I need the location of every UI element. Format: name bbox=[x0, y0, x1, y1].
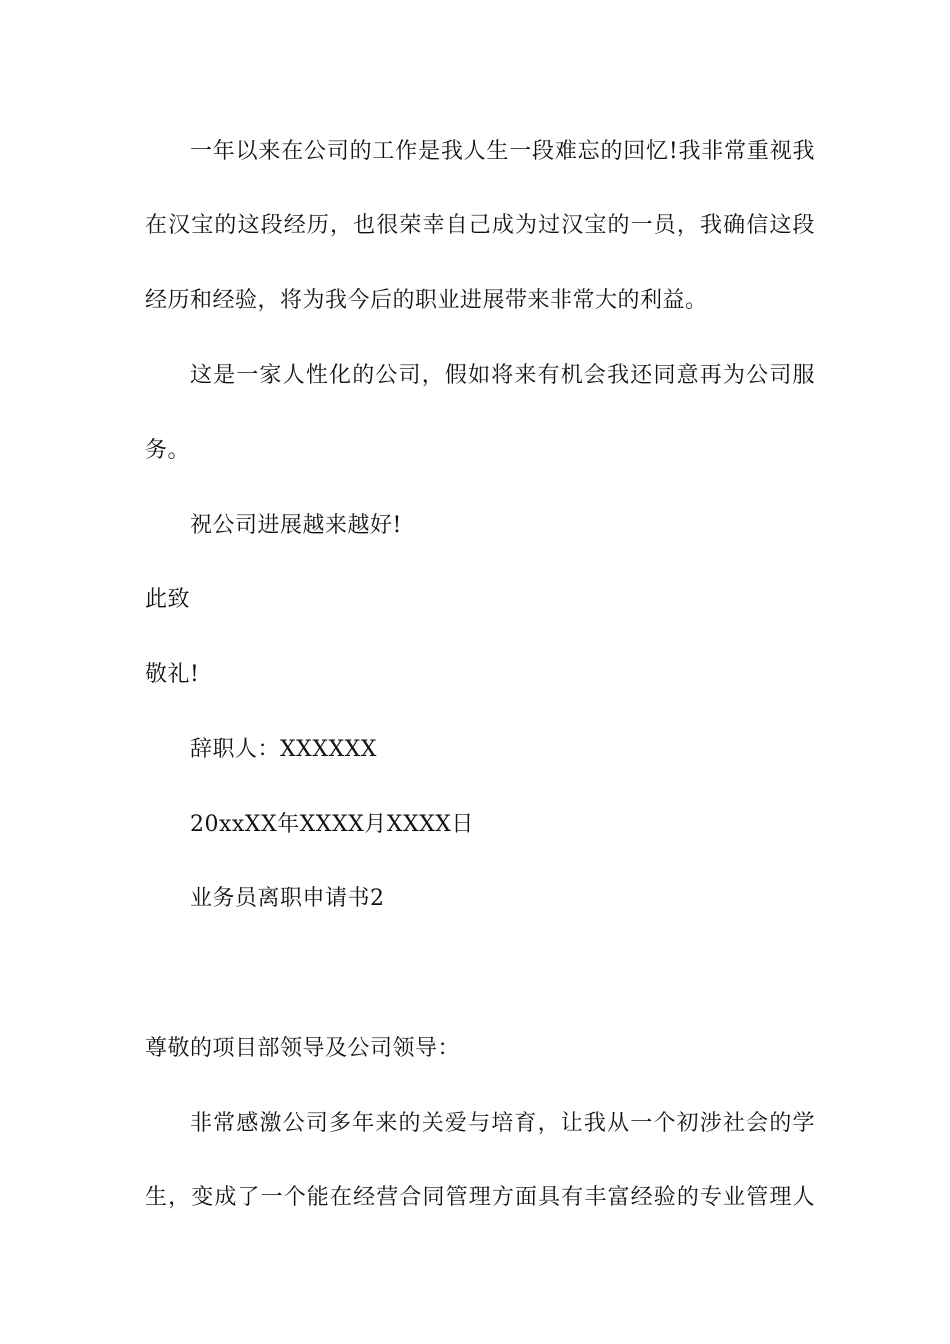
paragraph-3-line-1: 非常感激公司多年来的关爱与培育，让我从一个初涉社会的学 bbox=[190, 1111, 815, 1136]
date-line: 20xxXX年XXXX月XXXX日 bbox=[190, 812, 474, 837]
closing-line-2: 敬礼! bbox=[145, 662, 200, 687]
section-title: 业务员离职申请书2 bbox=[190, 886, 385, 911]
closing-line-1: 此致 bbox=[145, 587, 191, 612]
signer-line: 辞职人：XXXXXX bbox=[190, 737, 377, 762]
salutation-line: 尊敬的项目部领导及公司领导： bbox=[145, 1036, 461, 1061]
paragraph-1-line-1: 一年以来在公司的工作是我人生一段难忘的回忆!我非常重视我 bbox=[190, 139, 815, 164]
paragraph-2-line-2: 务。 bbox=[145, 438, 191, 463]
wish-line: 祝公司进展越来越好! bbox=[190, 513, 402, 538]
paragraph-1-line-2: 在汉宝的这段经历，也很荣幸自己成为过汉宝的一员，我确信这段 bbox=[145, 213, 815, 238]
paragraph-2-line-1: 这是一家人性化的公司，假如将来有机会我还同意再为公司服 bbox=[190, 363, 815, 388]
paragraph-3-line-2: 生，变成了一个能在经营合同管理方面具有丰富经验的专业管理人 bbox=[145, 1185, 815, 1210]
paragraph-1-line-3: 经历和经验，将为我今后的职业进展带来非常大的利益。 bbox=[145, 288, 708, 313]
